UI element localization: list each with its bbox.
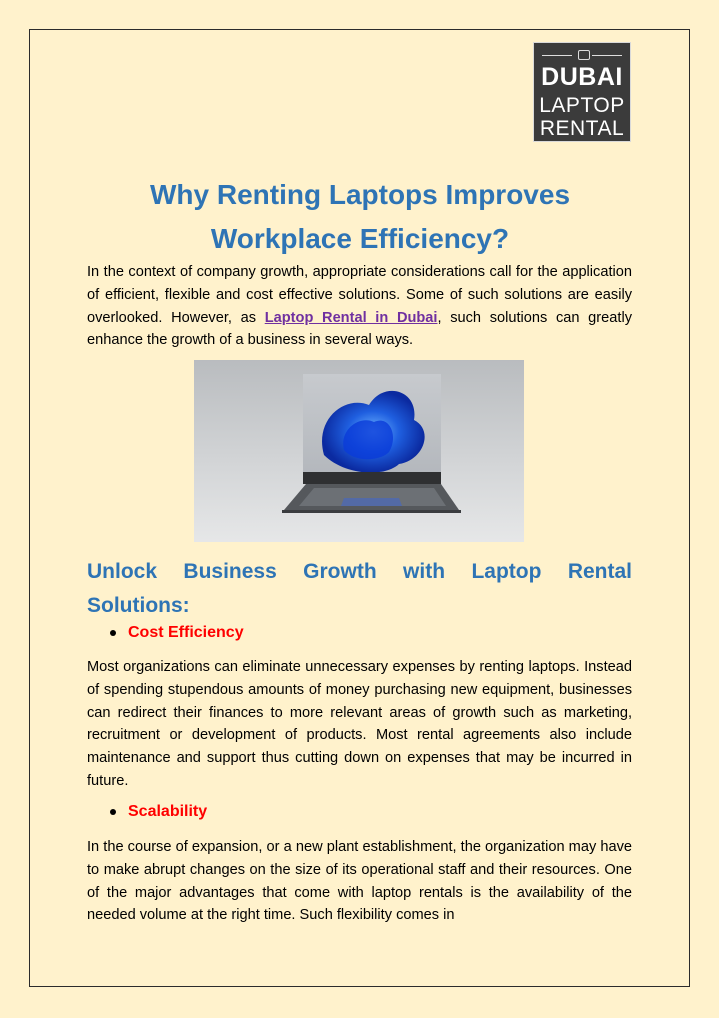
- dubai-laptop-rental-logo: [533, 42, 631, 142]
- bullet-dot-icon: [110, 630, 116, 636]
- intro-paragraph: [87, 261, 632, 352]
- page-title: [80, 173, 640, 261]
- transparent-laptop-image: [194, 360, 524, 542]
- section-heading: Unlock Business Growth with Laptop Rental Solutions:: [87, 560, 632, 617]
- logo-line-3: RENTAL: [539, 117, 625, 140]
- scalability-paragraph: In the course of expansion, or a new plant establishment, the organization may have to make abrupt changes on the size of its operational staff and their resources. One of the major advantages that come with laptop rentals is the availability of the needed volume at the right time. Such flexibility comes in: [87, 839, 632, 924]
- laptop-icon: [542, 49, 622, 61]
- logo-line-1: DUBAI: [541, 63, 623, 91]
- intro-text-before: In the context of company growth, appropriate considerations call for the application of efficient, flexible and cost effective solutions. Some of such solutions are easily overlooked. However, as: [87, 264, 632, 326]
- laptop-rental-dubai-link[interactable]: Laptop Rental in Dubai: [264, 309, 438, 326]
- title-line-1: Why Renting Laptops Improves: [149, 179, 571, 210]
- cost-efficiency-paragraph: Most organizations can eliminate unnecessary expenses by renting laptops. Instead of spending stupendous amounts of money purchasing new equipment, businesses can redirect their finances to more relevant areas of growth such as marketing, recruitment or development of products. Most rental agreements also include maintenance and support thus cutting down on expenses that may be incurred in future.: [87, 659, 632, 789]
- bullet-label: Cost Efficiency: [128, 624, 244, 641]
- bullet-scalability: [110, 803, 207, 821]
- bullet-label: Scalability: [128, 803, 208, 820]
- title-line-2: Workplace Efficiency?: [210, 223, 510, 254]
- bullet-dot-icon: [110, 809, 116, 815]
- laptop-photo: [194, 360, 524, 542]
- logo-line-2: LAPTOP: [539, 94, 625, 117]
- intro-text-after: , such solutions can greatly enhance the growth of a business in several ways.: [87, 309, 632, 349]
- bullet-cost-efficiency: [110, 624, 244, 642]
